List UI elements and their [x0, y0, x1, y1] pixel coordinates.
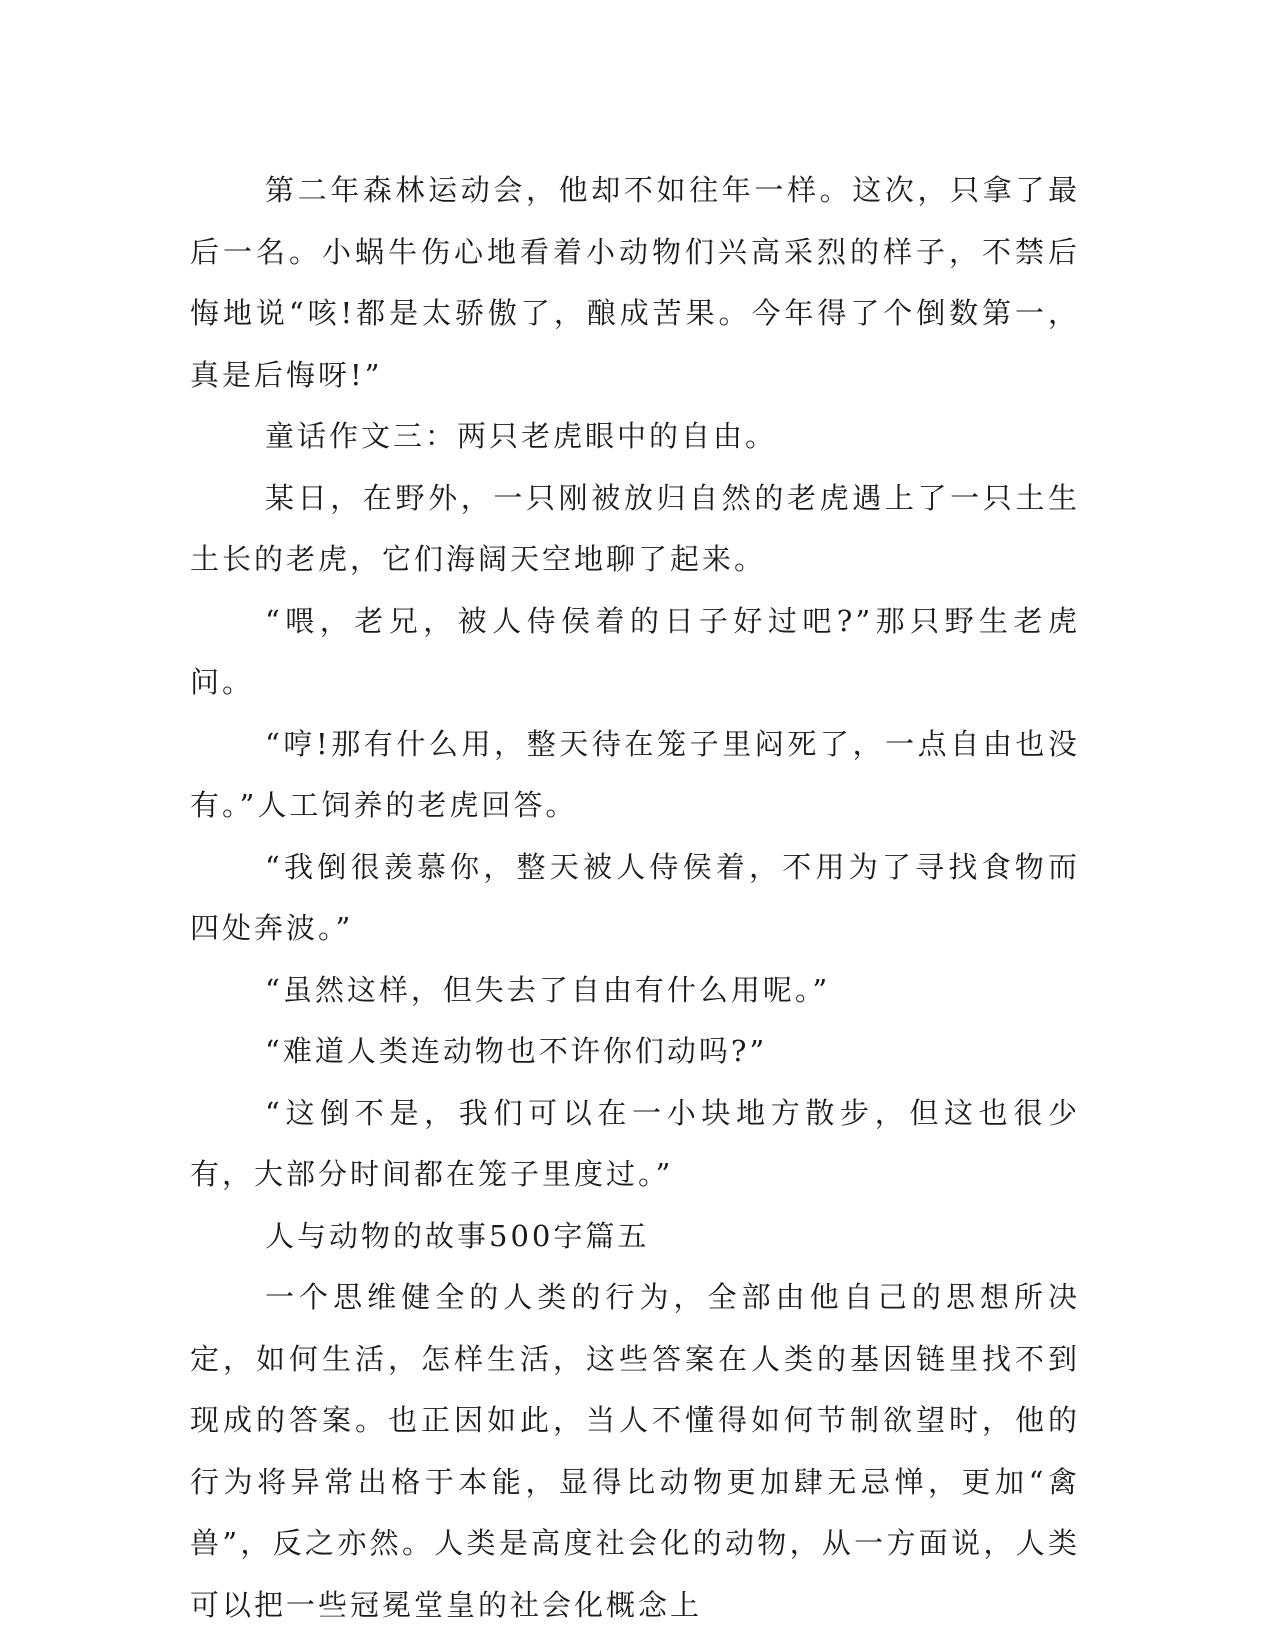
paragraph-tigers-meet: 某日，在野外，一只刚被放归自然的老虎遇上了一只土生土长的老虎，它们海阔天空地聊了起来。: [190, 480, 1080, 576]
dialogue-line-2: “哼!那有什么用，整天待在笼子里闷死了，一点自由也没有。”人工饲养的老虎回答。: [190, 726, 1080, 822]
dialogue-line-1: “喂，老兄，被人侍侯着的日子好过吧?”那只野生老虎问。: [190, 603, 1080, 699]
dialogue-line-4: “虽然这样，但失去了自由有什么用呢。”: [265, 972, 831, 1007]
dialogue-line-3: “我倒很羡慕你，整天被人侍侯着，不用为了寻找食物而四处奔波。”: [190, 849, 1080, 945]
section-heading-part-five: 人与动物的故事500字篇五: [265, 1218, 650, 1253]
paragraph-snail-ending: 第二年森林运动会，他却不如往年一样。这次，只拿了最后一名。小蜗牛伤心地看着小动物们兴高采烈的样子，不禁后悔地说“咳!都是太骄傲了，酿成苦果。今年得了个倒数第一，真是后悔呀!”: [190, 173, 1080, 392]
section-heading-tigers: 童话作文三：两只老虎眼中的自由。: [265, 419, 778, 453]
dialogue-line-6: “这倒不是，我们可以在一小块地方散步，但这也很少有，大部分时间都在笼子里度过。”: [190, 1095, 1080, 1191]
dialogue-line-5: “难道人类连动物也不许你们动吗?”: [265, 1034, 768, 1068]
document-body: [190, 160, 1080, 1636]
paragraph-human-behavior: 一个思维健全的人类的行为，全部由他自己的思想所决定，如何生活，怎样生活，这些答案在人类的基因链里找不到现成的答案。也正因如此，当人不懂得如何节制欲望时，他的行为将异常出格于本能，显得比动物更加肆无忌惮，更加“禽兽”，反之亦然。人类是高度社会化的动物，从一方面说，人类可以把一些冠冕堂皇的社会化概念上: [190, 1280, 1080, 1622]
